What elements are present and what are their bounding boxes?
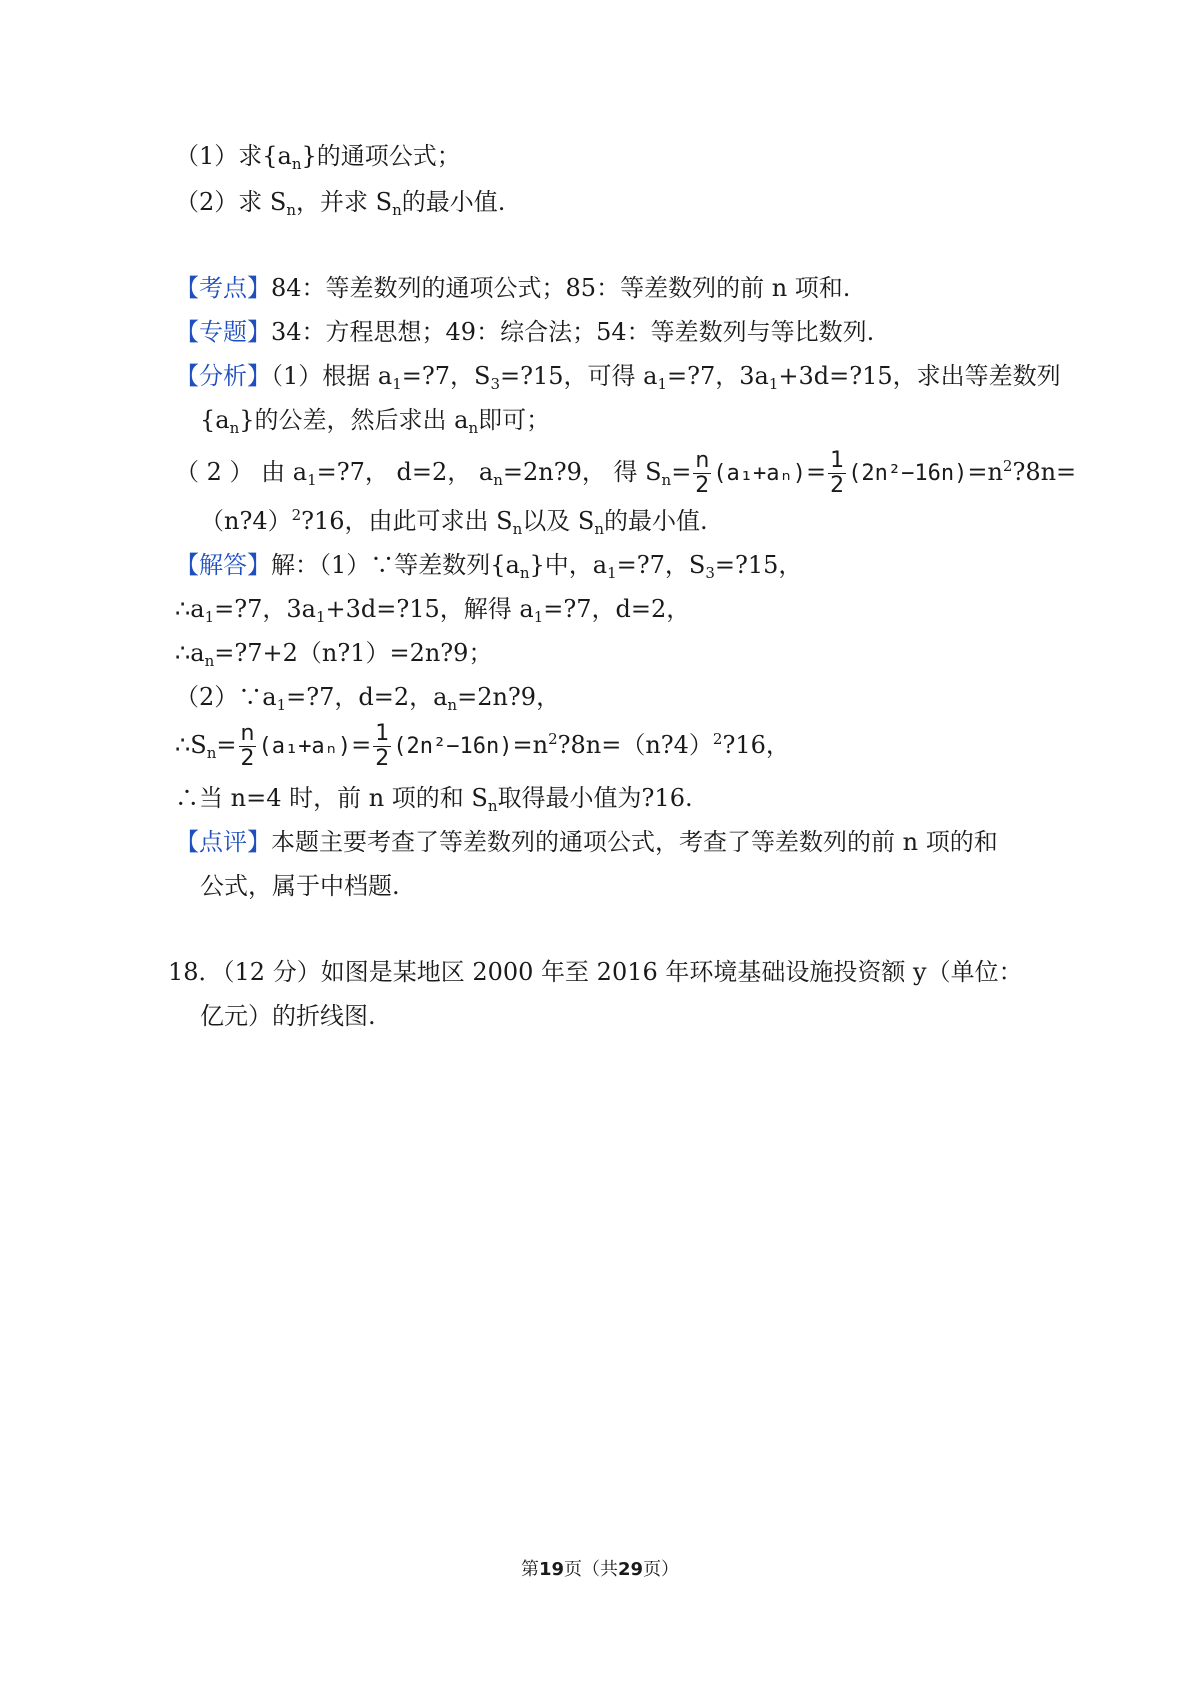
fraction-n-over-2: $\frac{n}{2}$ xyxy=(695,448,710,498)
dianping-line-1: 【点评】本题主要考查了等差数列的通项公式，考查了等差数列的前 n 项的和 xyxy=(175,828,998,856)
total-page-number: 29 xyxy=(618,1559,644,1580)
jieda-line-1: 【解答】解：（1）∵等差数列$\{a_n\}$中，$a_1=?7$，$S_3=?15$， xyxy=(175,551,803,582)
current-page-number: 19 xyxy=(538,1559,564,1580)
fenxi-line-4: （n?4）$^2$?16，由此可求出 $S_n$以及 $S_n$的最小值. xyxy=(200,506,708,538)
fraction-1-over-2: $\frac{1}{2}$ xyxy=(830,448,845,498)
zhuanti-tag: 【专题】 xyxy=(175,318,271,346)
jieda-line-4: $(2)\because a_1=?7$，d=2，$a_n=2n?9$， xyxy=(175,683,561,714)
kaodian-tag: 【考点】 xyxy=(175,274,271,302)
dianping-line-2: 公式，属于中档题. xyxy=(200,872,400,900)
jieda-line-3: $\therefore a_n=?7+2(n?1)=2n?9$； xyxy=(175,639,493,670)
jieda-tag: 【解答】 xyxy=(175,551,271,579)
page-footer: 第19页（共29页） xyxy=(520,1559,680,1580)
dianping-tag: 【点评】 xyxy=(175,828,271,856)
fenxi-line-3: （ 2 ） 由 $a_1=?7$， d=2， $a_n=2n?9$， 得 $S_n=$ $\frac{n}{2}$ (a₁+aₙ)= $\frac{1}{2}$ $(2n^2-16n)=n^2?8n=$ xyxy=(175,448,1077,498)
kaodian-line: 【考点】84：等差数列的通项公式；85：等差数列的前 n 项和. xyxy=(175,274,851,302)
fenxi-tag: 【分析】 xyxy=(175,362,271,390)
zhuanti-line: 【专题】34：方程思想；49：综合法；54：等差数列与等比数列. xyxy=(175,318,875,346)
fenxi-line-1: 【分析】（1）根据 $a_1=?7$，$S_3=?15$，可得 $a_1=?7$，$3a_1+3d=?15$，求出等差数列 xyxy=(175,362,1061,393)
jieda-line-6: ∴当 n=4 时，前 n 项的和 $S_n$取得最小值为?16. xyxy=(175,784,693,815)
fenxi-line-2: $\{a_n\}$的公差，然后求出 $a_n$即可； xyxy=(200,406,551,437)
fraction-1-over-2: $\frac{1}{2}$ xyxy=(375,721,390,771)
jieda-line-2: $\therefore a_1=?7$，$3a_1+3d=?15$，解得 $a_1=?7$，d=2， xyxy=(175,595,691,626)
question-18-line-2: 亿元）的折线图. xyxy=(200,1002,376,1030)
question-part-1: （1）求$\{a_n\}$的通项公式； xyxy=(175,142,461,173)
jieda-line-5: $\therefore S_n=$ $\frac{n}{2}$ (a₁+aₙ)= $\frac{1}{2}$ $(2n^2-16n)=n^2?8n=(n?4)^2?16$， xyxy=(175,721,790,771)
question-18-line-1: 18．（12 分）如图是某地区 2000 年至 2016 年环境基础设施投资额 y（单位： xyxy=(168,958,1023,986)
question-part-2: （2）求 $S_n$，并求 $S_n$的最小值. xyxy=(175,188,506,219)
fraction-n-over-2: $\frac{n}{2}$ xyxy=(240,721,255,771)
